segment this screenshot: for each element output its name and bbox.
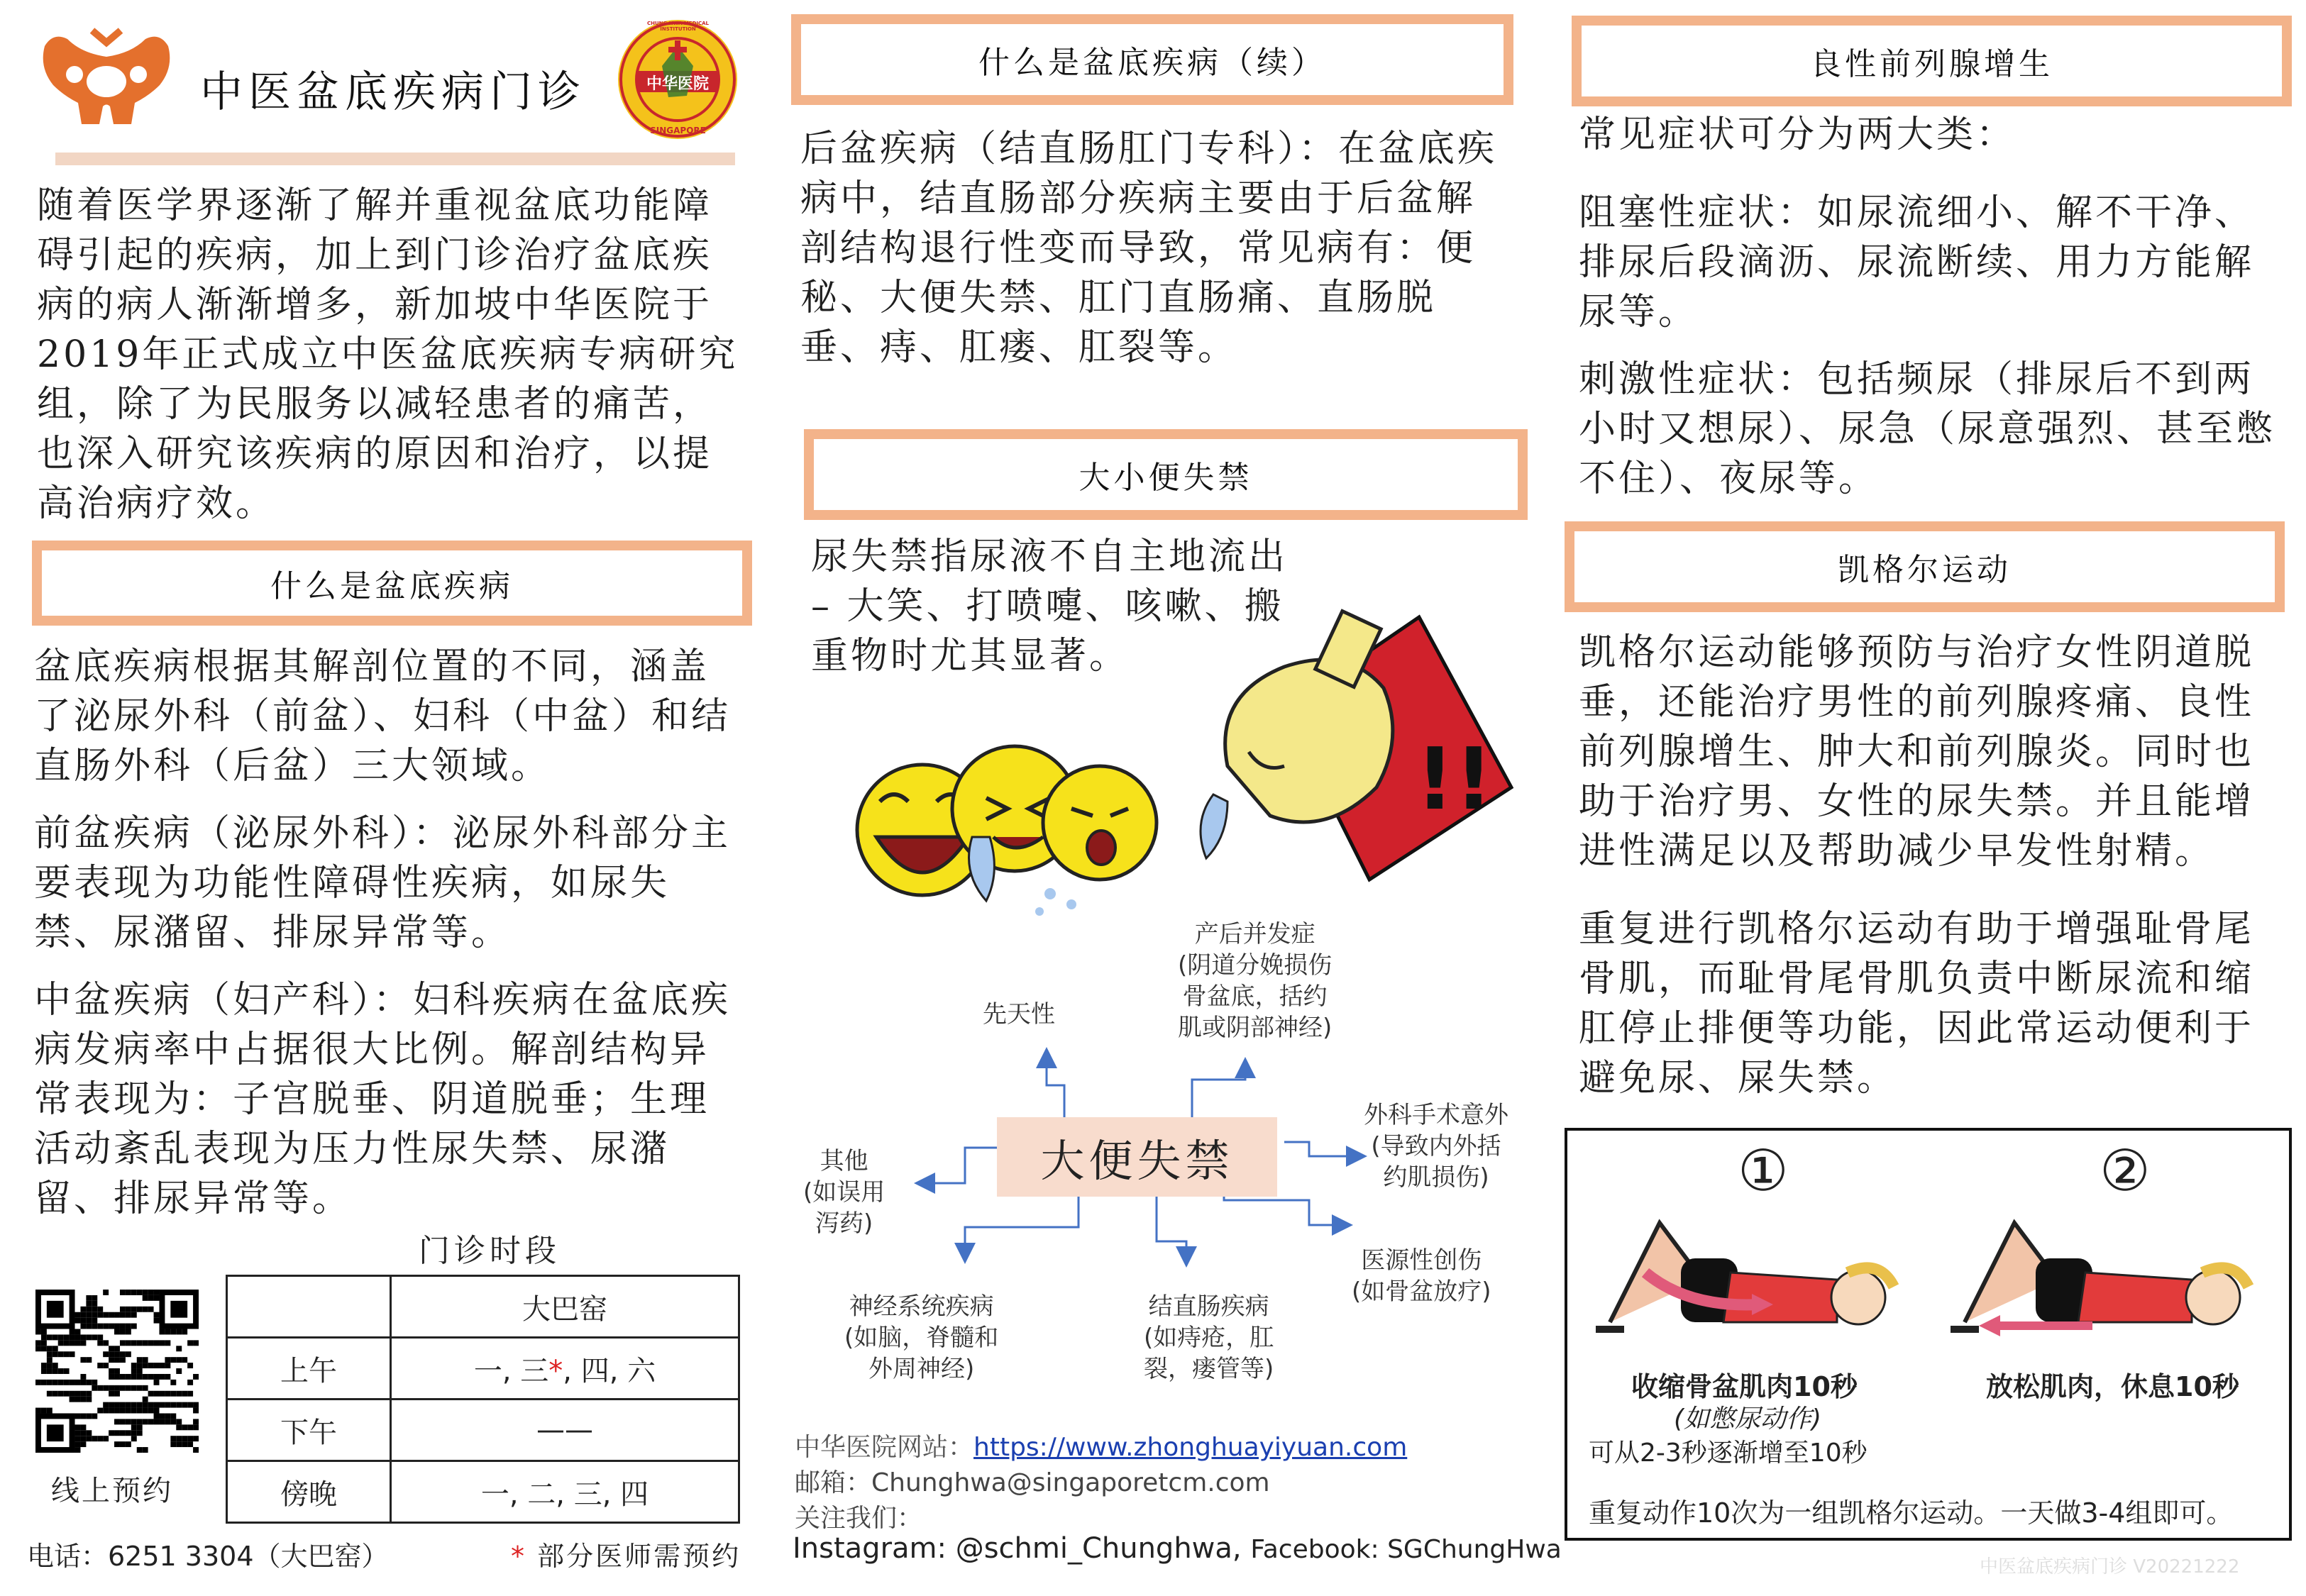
version-footer: 中医盆底疾病门诊 V20221222	[1980, 1556, 2240, 1578]
table-row	[227, 1276, 739, 1338]
mindmap-node-surgery: 外科手术意外 (导致内外括 约肌损伤)	[1364, 1101, 1508, 1192]
website-link[interactable]: https://www.zhonghuayiyuan.com	[973, 1433, 1408, 1462]
schedule-title: 门诊时段	[419, 1233, 561, 1269]
qr-code[interactable]	[35, 1290, 199, 1453]
section-heading-text: 凯格尔运动	[1838, 552, 2012, 588]
exercise-summary: 重复动作10次为一组凯格尔运动。一天做3-4组即可。	[1589, 1497, 2234, 1529]
hospital-logo	[616, 18, 740, 142]
mindmap-node-neurological: 神经系统疾病 (如脑，脊髓和 外周神经)	[844, 1292, 999, 1383]
table-row	[227, 1461, 739, 1523]
mindmap-node-other: 其他 (如误用 泻药)	[803, 1147, 886, 1238]
row-value: 一, 二, 三, 四	[391, 1461, 739, 1523]
appointment-note: * 部分医师需预约	[511, 1541, 741, 1572]
section-heading-kegel	[1565, 521, 2285, 612]
step-2-number: ②	[2100, 1138, 2151, 1204]
laughing-emoji-illustration	[837, 731, 1171, 922]
social-links	[793, 1532, 1562, 1565]
header-underline	[55, 153, 735, 165]
sec2-paragraph-1: 后盆疾病（结直肠肛门专科）：在盆底疾病中，结直肠部分疾病主要由于后盆解剖结构退行性变而导致，常见病有：便秘、大便失禁、肛门直肠痛、直肠脱垂、痔、肛瘘、肛裂等。	[800, 128, 1498, 369]
facebook-handle[interactable]: Facebook: SGChungHwa	[1250, 1535, 1562, 1564]
section-heading-text: 良性前列腺增生	[1810, 46, 2053, 82]
hospital-logo-ring-top: CHUNG HWA MEDICAL INSTITUTION	[646, 21, 710, 32]
row-value: 一, 三*, 四, 六	[391, 1338, 739, 1400]
section-heading-pelvic-disease-cont	[791, 14, 1513, 105]
section-heading-text: 大小便失禁	[1078, 460, 1253, 496]
step-1-number: ①	[1738, 1138, 1789, 1204]
sec1-paragraph-2: 前盆疾病（泌尿外科）：泌尿外科部分主要表现为功能性障碍性疾病，如尿失禁、尿潴留、排尿异常等。	[34, 812, 732, 954]
mindmap-node-postpartum: 产后并发症 (阴道分娩损伤 骨盆底，括约 肌或阴部神经)	[1178, 920, 1333, 1042]
sec5-paragraph-2: 重复进行凯格尔运动有助于增强耻骨尾骨肌，而耻骨尾骨肌负责中断尿流和缩肛停止排便等功能，因此常运动便利于避免尿、屎失禁。	[1579, 908, 2255, 1099]
row-label: 上午	[227, 1338, 391, 1400]
step-2-figure	[1936, 1166, 2256, 1372]
mindmap-center: 大便失禁	[997, 1117, 1277, 1197]
sec5-paragraph-1: 凯格尔运动能够预防与治疗女性阴道脱垂，还能治疗男性的前列腺疼痛、良性前列腺增生、肿大和前列腺炎。同时也助于治疗男、女性的尿失禁。并且能增进性满足以及帮助减少早发性射精。	[1579, 631, 2255, 872]
step-1-subcaption: (如憋尿动作)	[1674, 1404, 1822, 1434]
clinic-schedule-table	[226, 1275, 740, 1524]
step-1-figure	[1582, 1166, 1901, 1372]
step-1-caption: 收缩骨盆肌肉10秒	[1631, 1371, 1858, 1402]
svg-text:!!: !!	[1416, 731, 1494, 829]
section-heading-text: 什么是盆底疾病	[270, 568, 514, 604]
table-row	[227, 1338, 739, 1400]
email-line: 邮箱：Chunghwa@singaporetcm.com	[795, 1468, 1270, 1497]
table-row	[227, 1400, 739, 1461]
section-heading-pelvic-disease	[32, 541, 752, 626]
section-heading-text: 什么是盆底疾病（续）	[978, 45, 1326, 81]
page-title: 中医盆底疾病门诊	[200, 67, 586, 117]
hospital-logo-text: 中华医院	[646, 75, 709, 93]
qr-caption: 线上预约	[51, 1475, 173, 1507]
section-heading-bph	[1572, 16, 2292, 106]
sec3-paragraph-1: 尿失禁指尿液不自主地流出 – 大笑、打喷嚏、咳嗽、搬重物时尤其显著。	[811, 536, 1289, 677]
row-label: 下午	[227, 1400, 391, 1461]
column-header: 大巴窑	[391, 1276, 739, 1338]
sec4-paragraph-3: 刺激性症状：包括频尿（排尿后不到两小时又想尿）、尿急（尿意强烈、甚至憋不住）、夜尿等。	[1579, 358, 2276, 500]
pelvis-logo-icon	[39, 25, 174, 131]
sec4-paragraph-2: 阻塞性症状：如尿流细小、解不干净、排尿后段滴沥、尿流断续、用力方能解尿等。	[1579, 192, 2255, 333]
kegel-exercise-box	[1565, 1128, 2292, 1541]
sec4-paragraph-1: 常见症状可分为两大类：	[1579, 113, 2017, 156]
instagram-handle[interactable]: Instagram: @schmi_Chunghwa,	[793, 1532, 1251, 1565]
mindmap-node-colorectal: 结直肠疾病 (如痔疮，肛 裂，瘘管等)	[1144, 1292, 1274, 1383]
step-1-note: 可从2-3秒逐渐增至10秒	[1589, 1439, 1868, 1468]
sec1-paragraph-3: 中盆疾病（妇产科）：妇科疾病在盆底疾病发病率中占据很大比例。解剖结构异常表现为：子宫脱垂、阴道脱垂；生理活动紊乱表现为压力性尿失禁、尿潴留、排尿异常等。	[34, 979, 732, 1220]
website-line: 中华医院网站：https://www.zhonghuayiyuan.com	[795, 1433, 1408, 1462]
leaking-faucet-illustration	[1185, 603, 1518, 901]
sec1-paragraph-1: 盆底疾病根据其解剖位置的不同，涵盖了泌尿外科（前盆）、妇科（中盆）和结直肠外科（后盆）三大领域。	[34, 645, 732, 787]
phone-number: 电话：6251 3304（大巴窑）	[27, 1541, 389, 1572]
row-label: 傍晚	[227, 1461, 391, 1523]
section-heading-incontinence	[804, 429, 1528, 520]
mindmap-node-congenital: 先天性	[983, 1000, 1055, 1029]
follow-us-label: 关注我们：	[795, 1504, 923, 1533]
step-2-caption: 放松肌肉，休息10秒	[1986, 1371, 2239, 1402]
mindmap-node-iatrogenic: 医源性创伤 (如骨盆放疗)	[1352, 1246, 1491, 1306]
row-value: ——	[391, 1400, 739, 1461]
intro-paragraph: 随着医学界逐渐了解并重视盆底功能障碍引起的疾病，加上到门诊治疗盆底疾病的病人渐渐增多，新加坡中华医院于2019年正式成立中医盆底疾病专病研究组，除了为民服务以减轻患者的痛苦，也深入研究该疾病的原因和治疗，以提高治病疗效。	[37, 184, 739, 525]
hospital-logo-ring-bottom: SINGAPORE	[650, 126, 706, 135]
